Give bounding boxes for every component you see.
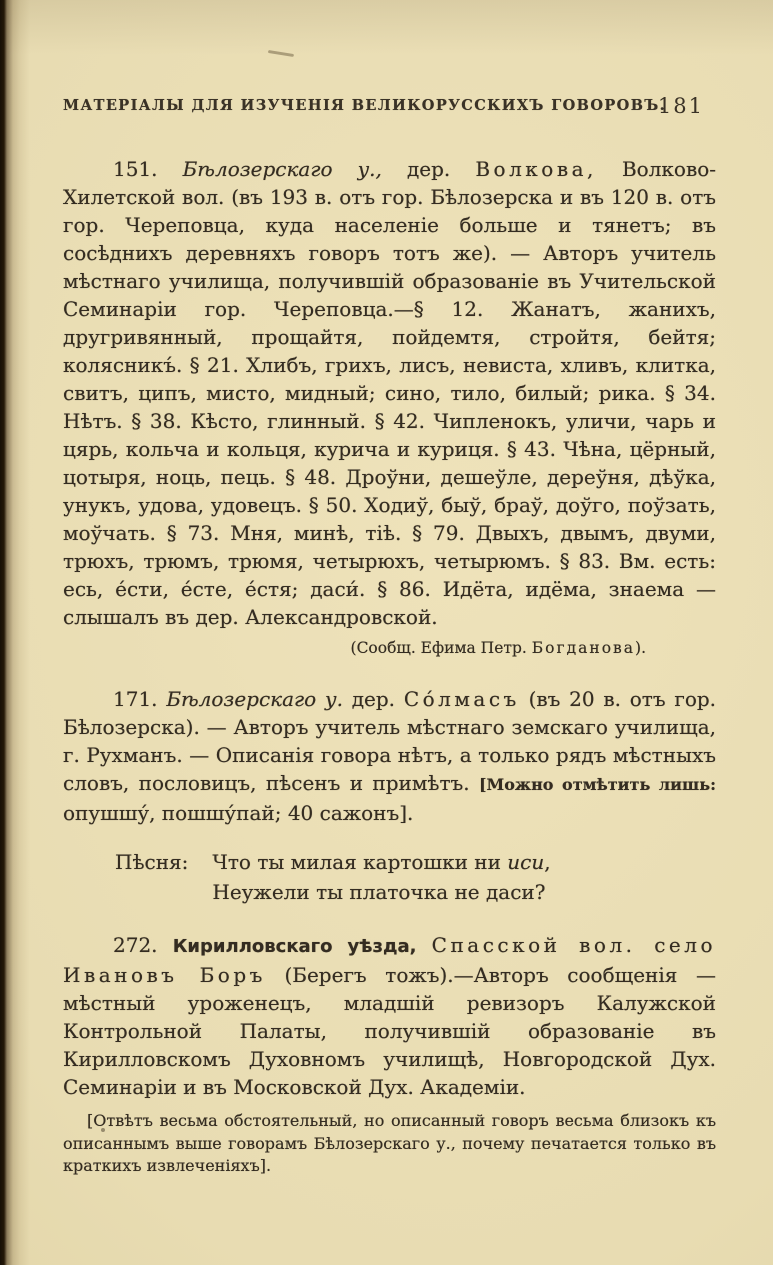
song-line-1-text: Что ты милая картошки ни (212, 850, 501, 874)
page-number: 181 (657, 94, 704, 118)
entry-272-number: 272. (113, 933, 158, 957)
entry-151-credit (63, 639, 716, 657)
entry-171-number: 171. (113, 687, 158, 711)
credit-pre: (Сообщ. Ефима Петр. (350, 639, 527, 657)
entry-171-village: Со́лмасъ (403, 687, 520, 711)
entry-151-pre: дер. (406, 157, 451, 181)
entry-272 (63, 931, 716, 1101)
page-content (63, 0, 716, 1178)
entry-151 (63, 155, 716, 631)
entry-272-footnote: [Отвѣтъ весьма обстоятельный, но описанный говоръ весьма близокъ къ описаннымъ выше говорамъ Бѣлозерскаго у., почему печатается только въ краткихъ извлеченіяхъ]. (63, 1111, 716, 1175)
song-line-1-dialect-word: иси (507, 850, 545, 874)
entry-151-district: Бѣлозерскаго у., (182, 157, 382, 181)
entry-171-district: Бѣлозерскаго у. (166, 687, 343, 711)
song-line-1-punct: , (544, 850, 551, 874)
entry-171-body: (въ 20 в. отъ гор. Бѣлозерска). — Авторъ учитель мѣстнаго земскаго училища, г. Рухманъ. — Описанія говора нѣтъ, а только рядъ мѣстныхъ словъ, пословицъ, пѣсенъ и примѣтъ. (63, 687, 717, 795)
song-line-2: Неужели ты платочка не даси? (212, 880, 546, 904)
entry-272-body: (Берегъ тожъ).—Авторъ сообщенія — мѣстный уроженецъ, младшій ревизоръ Калужской Контрольной Палаты, получившій образованіе въ Кирилловскомъ Духовномъ училищѣ, Новгородской Дух. Семинаріи и въ Московской Дух. Академіи. (63, 963, 716, 1099)
entry-171-note-small: [Можно отмѣтить лишь: (478, 775, 716, 794)
running-header-title: МАТЕРІАЛЫ ДЛЯ ИЗУЧЕНІЯ ВЕЛИКОРУССКИХЪ ГОВОРОВЪ. (63, 97, 667, 114)
entry-151-body: Волково-Хилетской вол. (въ 193 в. отъ гор. Бѣлозерска и въ 120 в. отъ гор. Череповца, куда населеніе больше и тянетъ; въ сосѣднихъ деревняхъ говоръ тотъ же). — Авторъ учитель мѣстнаго училища, получившій образованіе въ Учительской Семинаріи гор. Череповца.—§ 12. Жанатъ, жанихъ, другривянный, прощайтя, пойдемтя, стройтя, бейтя; колясникъ́. § 21. Хлибъ, грихъ, лисъ, невиста, хливъ, клитка, свитъ, ципъ, мисто, мидный; сино, тило, билый; рика. § 34. Нѣтъ. § 38. Кѣсто, глинный. § 42. Чипленокъ, уличи, чарь и цярь, кольча и кольця, курича и куриця. § 43. Чѣна, цёрный, цотыря, ноць, пець. § 48. Дроўни, дешеўле, дереўня, дѣўка, унукъ, удова, удовецъ. § 50. Ходиў, быў, браў, доўго, поўзать, моўчать. § 73. Мня, минѣ, тіѣ. § 79. Двыхъ, двымъ, двуми, трюхъ, трюмъ, трюмя, четырюхъ, четырюмъ. § 83. Вм. есть: есь, е́сти, е́сте, е́стя; даси́. § 86. Идёта, идёма, знаема — слышалъ въ дер. Александровской. (63, 157, 717, 629)
entry-272-uyezd: Кирилловскаго уѣзда, (172, 936, 417, 957)
entry-171-pre: дер. (351, 687, 396, 711)
song-label: Пѣсня: (115, 850, 189, 874)
entry-171-note-rest: опушшу́, пошшу́пай; 40 сажонъ]. (63, 801, 414, 825)
entry-272-location: Спасской вол. село Ивановъ Боръ (63, 933, 716, 987)
song-lines (212, 847, 550, 907)
credit-post: ). (635, 639, 646, 657)
entry-151-village: Волкова, (475, 157, 597, 181)
credit-name: Богданова (531, 639, 636, 657)
entry-171 (63, 685, 716, 827)
entry-151-number: 151. (113, 157, 158, 181)
song-line-1 (212, 847, 550, 877)
running-header (63, 94, 716, 121)
song-block (115, 847, 716, 907)
